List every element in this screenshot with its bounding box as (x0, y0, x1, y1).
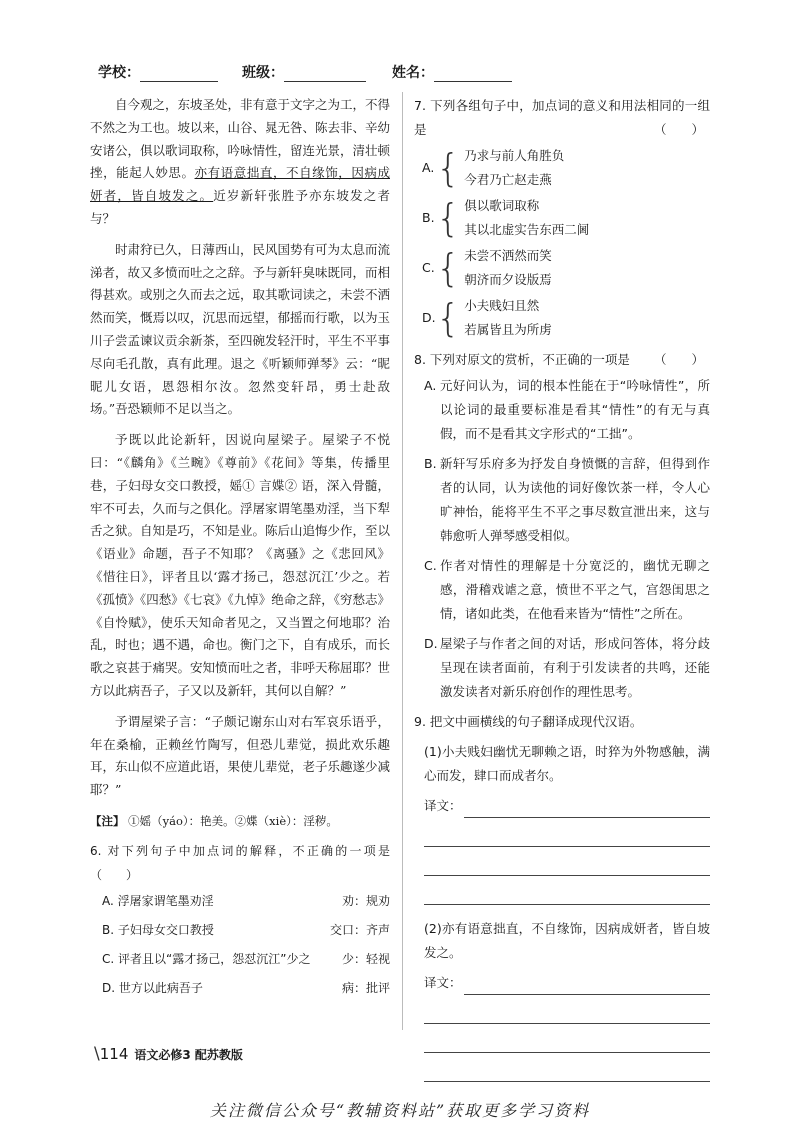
question-7-option-a[interactable] (422, 144, 710, 192)
option-letter: A. (422, 160, 435, 175)
page-footer (94, 1044, 243, 1064)
question-7-option-d[interactable] (422, 294, 710, 342)
translation-2 (424, 971, 710, 995)
question-7-option-c[interactable] (422, 244, 710, 292)
passage-column (90, 94, 390, 1003)
question-8-stem (414, 348, 710, 372)
option-line-1: 未尝不洒然而笑 (464, 248, 552, 263)
answer-line[interactable] (424, 847, 710, 876)
answer-line[interactable] (424, 1024, 710, 1053)
question-6-stem: 6. 对下列句子中加点词的解释，不正确的一项是 （ ） (90, 843, 390, 882)
book-title: 语文必修3 配苏教版 (134, 1048, 243, 1062)
option-line-1: 俱以歌词取称 (464, 198, 540, 213)
brace-icon: { (436, 196, 461, 240)
underlined-sentence: 亦有语意拙直，不自缘饰，因病成妍者，皆自坡发之。 (90, 165, 390, 204)
option-text: C. 评者且以“露才扬己，怨怼沉江”少之 (102, 951, 311, 966)
option-line-2: 若属皆且为所虏 (464, 322, 552, 337)
question-7-stem (414, 94, 710, 142)
option-gloss: 劝：规劝 (341, 893, 390, 908)
school-field (98, 62, 218, 82)
question-9 (414, 710, 710, 1082)
option-line-2: 今君乃亡赵走燕 (464, 172, 552, 187)
question-7 (414, 94, 710, 342)
name-field (392, 62, 512, 82)
annotation-text: ①媱（yáo）：艳美。②媟（xiè）：淫秽。 (128, 813, 338, 828)
answer-line[interactable] (424, 1053, 710, 1082)
column-divider (402, 92, 403, 1030)
passage-paragraph-1 (90, 94, 390, 231)
question-6-option-c[interactable] (90, 945, 390, 974)
option-letter: B. (424, 456, 437, 471)
questions-column (414, 94, 710, 1082)
translation-label: 译文： (424, 975, 462, 990)
answer-paren[interactable]: （ ） (653, 122, 704, 137)
question-6-option-b[interactable] (90, 916, 390, 945)
option-line-2: 朝济而夕设版焉 (464, 272, 552, 287)
question-8-option-a[interactable] (424, 374, 710, 446)
option-letter: B. (422, 210, 435, 225)
class-field (242, 62, 366, 82)
option-letter: A. (424, 378, 437, 393)
answer-line[interactable] (464, 976, 710, 995)
question-7-option-b[interactable] (422, 194, 710, 242)
option-gloss: 交口：齐声 (329, 922, 390, 937)
option-letter: C. (424, 558, 437, 573)
option-text: B. 子妇母女交口教授 (102, 922, 214, 937)
passage-p1-text: 自今观之，东坡圣处，非有意于文字之为工，不得不然之为工也。坡以来，山谷、晁无咎、陈去非、辛幼安诸公，俱以歌词取称，吟咏情性，留连光景，清壮顿挫，能起人妙思。 (90, 97, 391, 181)
question-8-option-b[interactable] (424, 452, 710, 548)
school-label: 学校： (98, 65, 140, 81)
translation-label: 译文： (424, 798, 462, 813)
option-letter: D. (422, 310, 436, 325)
watermark: 关注微信公众号“教辅资料站”获取更多学习资料 (209, 1101, 591, 1120)
class-blank[interactable] (284, 65, 366, 82)
option-text: A. 浮屠家谓笔墨劝淫 (102, 893, 214, 908)
question-6-option-d[interactable] (90, 974, 390, 1003)
answer-line[interactable] (424, 876, 710, 905)
option-gloss: 少：轻视 (341, 951, 390, 966)
question-8-option-d[interactable] (424, 632, 710, 704)
option-letter: C. (422, 260, 435, 275)
translation-1 (424, 794, 710, 818)
slash-icon: \ (94, 1044, 100, 1064)
question-8 (414, 348, 710, 704)
option-text: 作者对情性的理解是十分宽泛的，幽忧无聊之感，滑稽戏谑之意，愤世不平之气，宫怨闺思之情，诸如此类，在他看来皆为“情性”之所在。 (440, 558, 710, 621)
question-8-option-c[interactable] (424, 554, 710, 626)
school-blank[interactable] (140, 65, 218, 82)
passage-paragraph-4: 予谓屋梁子言：“子颇记谢东山对右军哀乐语乎，年在桑榆，正赖丝竹陶写，但恐儿辈觉，损此欢乐趣耳，东山似不应道此语，果使儿辈觉，老子乐趣遂少减耶？” (90, 713, 391, 798)
question-6-option-a[interactable] (90, 887, 390, 916)
option-line-2: 其以北虚实告东西二阃 (464, 222, 590, 237)
header (98, 62, 718, 86)
option-text: 屋梁子与作者之间的对话，形成问答体，将分歧呈现在读者面前，有利于引发读者的共鸣，还能激发读者对新乐府创作的理性思考。 (440, 636, 710, 699)
passage-paragraph-3: 予既以此论新轩，因说向屋梁子。屋梁子不悦曰：“《麟角》《兰畹》《尊前》《花间》等集，传播里巷，子妇母女交口教授，媱① 言媟② 语，深入骨髓，牢不可去，久而与之俱化。浮屠家谓笔墨劝淫，当下犁舌之狱。自知是巧，不知是业。陈后山追悔少作，至以《语业》命题，吾子不知耶？《离骚》之《悲回风》《惜往日》，评者且以‘露才扬己，怨怼沉江’少之。若《孤愤》《四愁》《七哀》《九悼》绝命之辞，《穷愁志》《自怜赋》，使乐天知命者见之，又当置之何地耶？治乱，时也；遇不遇，命也。衡门之下，自有成乐，而长歌之哀甚于痛哭。安知愤而吐之者，非呼天称屈耶？世方以此病吾子，子又以及新轩，其何以自解？” (90, 432, 391, 698)
passage-p1-end: 近岁新轩张胜予亦东坡发之者与？ (90, 188, 390, 226)
answer-line[interactable] (424, 995, 710, 1024)
class-label: 班级： (242, 65, 284, 81)
answer-line[interactable] (424, 818, 710, 847)
option-line-1: 乃求与前人角胜负 (464, 148, 565, 163)
name-blank[interactable] (434, 65, 512, 82)
question-9-sentence-2: (2)亦有语意拙直，不自缘饰，因病成妍者，皆自坡发之。 (424, 921, 710, 960)
annotation (90, 810, 390, 833)
option-line-1: 小夫贱妇且然 (464, 298, 540, 313)
annotation-label: 【注】 (90, 813, 125, 828)
option-letter: D. (424, 636, 438, 651)
question-8-text: 8. 下列对原文的赏析，不正确的一项是 (414, 352, 630, 367)
page-number: 114 (99, 1045, 129, 1063)
brace-icon: { (436, 246, 461, 290)
question-9-sentence-1: (1)小夫贱妇幽忧无聊赖之语，时猝为外物感触，满心而发，肆口而成者尔。 (424, 744, 710, 783)
question-7-text: 7. 下列各组句子中，加点词的意义和用法相同的一组是 (414, 98, 710, 137)
passage-paragraph-2: 时肃狩已久，日薄西山，民风国势有可为太息而流涕者，故又多愤而吐之之辞。予与新轩臭味既同，而相得甚欢。或别之久而去之远，取其歌词读之，未尝不洒然而笑，慨焉以叹，沉思而远望，郁摇而行歌，以为玉川子尝孟谏议贡余新茶，至四碗发轻汗时，平生不平事尽向毛孔散，真有此理。退之《听颖师弹琴》云：“昵昵儿女语，恩怨相尔汝。忽然变轩昂，勇士赴敌场。”吾恐颖师不足以当之。 (90, 241, 391, 417)
answer-line[interactable] (464, 799, 710, 818)
answer-paren[interactable]: （ ） (653, 352, 704, 367)
brace-icon: { (436, 146, 461, 190)
question-6 (90, 839, 390, 1003)
option-text: D. 世方以此病吾子 (102, 980, 203, 995)
question-9-stem: 9. 把文中画横线的句子翻译成现代汉语。 (414, 714, 643, 729)
brace-icon: { (436, 296, 461, 340)
name-label: 姓名： (392, 65, 434, 81)
option-text: 新轩写乐府多为抒发自身愤慨的言辞，但得到作者的认同，认为读他的词好像饮茶一样，令人心旷神怡，能将平生不平之事尽数宣泄出来，这与韩愈听人弹琴感受相似。 (440, 456, 710, 543)
option-gloss: 病：批评 (341, 980, 390, 995)
option-text: 元好问认为，词的根本性能在于“吟咏情性”，所以论词的最重要标准是看其“情性”的有无与真假，而不是看其文字形式的“工拙”。 (440, 378, 710, 441)
